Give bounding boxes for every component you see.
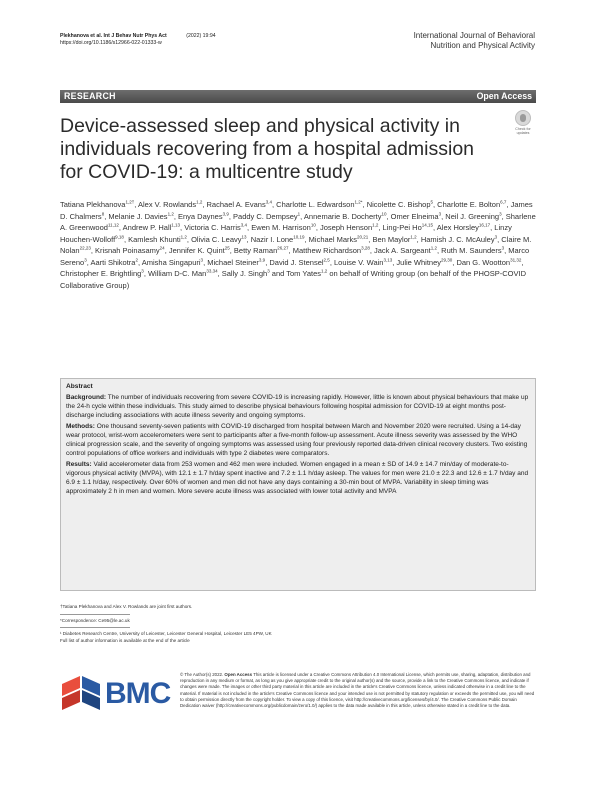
bmc-logo [60, 674, 170, 714]
running-header [60, 33, 216, 48]
journal-name-line-1: International Journal of Behavioral [413, 31, 535, 40]
methods-label: Methods: [66, 423, 95, 430]
background-text: The number of individuals recovering from severe COVID-19 is increasing rapidly. However, little is known about physical behaviours that make up the 24-h cycle within these individuals. This study aimed to describe physical behaviours following hospital admission for COVID-19 at eight months post-discharge including associations with acute illness severity and ongoing symptoms. [66, 394, 529, 419]
license-open-access-label: Open Access [223, 672, 253, 677]
article-title: Device-assessed sleep and physical activity in individuals recovering from a hospital admission for COVID-19: a multicentre study [60, 115, 475, 183]
crossmark-line-2: updates [516, 131, 530, 135]
abstract-background [66, 393, 530, 420]
citation-year: (2022) 19:94 [186, 33, 216, 39]
journal-name-line-2: Nutrition and Physical Activity [430, 41, 535, 50]
footnote-divider [60, 627, 130, 628]
doi-link[interactable]: https://doi.org/10.1186/s12966-022-01333-w [60, 40, 162, 47]
open-access-label: Open Access [476, 91, 532, 101]
abstract-box [60, 378, 536, 591]
affiliation-note: ¹ Diabetes Research Centre, University of Leicester, Leicester General Hospital, Leicester LE5 4PW, UK [60, 631, 272, 637]
license-text: This article is licensed under a Creative Commons Attribution 4.0 International License, which permits use, sharing, adaptation, distribution and reproduction in any medium or format, as long as you give appropriate credit to the original author(s) and the source, provide a link to the Creative Commons licence, and indicate if changes were made. The images or other third party material in this article are included in the article's Creative Commons licence, unless indicated otherwise in a credit line to the material. If material is not included in the article's Creative Commons licence and your intended use is not permitted by statutory regulation or exceeds the permitted use, you will need to obtain permission directly from the copyright holder. To view a copy of this licence, visit http://creativecommons.org/licenses/by/4.0/. The Creative Commons Public Domain Dedication waiver (http://creativecommons.org/publicdomain/zero/1.0/) applies to the data made available in this article, unless otherwise stated in a credit line to the data. [180, 672, 535, 709]
journal-name [414, 31, 535, 51]
footnotes [60, 604, 310, 644]
bmc-logo-text: BMC [105, 677, 171, 710]
methods-text: One thousand seventy-seven patients with COVID-19 discharged from hospital between March and November 2020 were recruited. Using a 14-day wear protocol, wrist-worn accelerometers were sent to participants after a five-month follow-up assessment. Acute illness severity was assessed by the WHO clinical progression scale, and the severity of ongoing symptoms was assessed using four previously reported data-driven clinical recovery clusters. Two existing control populations of office workers and individuals with type 2 diabetes were comparators. [66, 423, 528, 457]
full-list-note: Full list of author information is available at the end of the article [60, 637, 190, 643]
abstract-methods [66, 422, 530, 458]
abstract-results [66, 460, 530, 496]
bmc-logo-icon [60, 674, 104, 714]
results-text: Valid accelerometer data from 253 women and 462 men were included. Women engaged in a mean ± SD of 14.9 ± 14.7 min/day of moderate-to-vigorous physical activity (MVPA), with 12.1 ± 1.7 h/day spent inactive and 7.2 ± 1.1 h/day asleep. The values for men were 21.0 ± 22.3 and 12.6 ± 1.7 h/day and 6.9 ± 1.1 h/day, respectively. Over 60% of women and men did not have any days containing a 30-min bout of MVPA. Variability in sleep timing was approximately 2 h in men and women. More severe acute illness was associated with lower total activity and MVPA [66, 461, 529, 495]
citation: Plekhanova et al. Int J Behav Nutr Phys Act [60, 33, 167, 39]
copyright-text: © The Author(s) 2022. [180, 672, 224, 677]
section-label: RESEARCH [64, 91, 116, 101]
correspondence-note[interactable]: *Correspondence: Ce95@le.ac.uk [60, 617, 130, 623]
joint-first-note: †Tatiana Plekhanova and Alex V. Rowlands are joint first authors. [60, 604, 193, 609]
crossmark-icon [515, 110, 531, 126]
section-band [60, 90, 536, 103]
license-statement [180, 672, 536, 709]
abstract-heading: Abstract [66, 383, 93, 390]
results-label: Results: [66, 461, 92, 468]
crossmark-line-1: Check for [515, 127, 531, 131]
background-label: Background: [66, 394, 107, 401]
check-for-updates-badge[interactable] [510, 110, 536, 138]
author-list: Tatiana Plekhanova$^{1,2\dagger}$, Alex V. Rowlands$^{1,2}$, Rachael A. Evans$^{3,4}$, Charlotte L. Edwardson$^{1,2*}$, Nicolette C. Bishop$^5$, Charlotte E. Bolton$^{6,7}$, James D. Chalmers$^8$, Melanie J. Davies$^{1,2}$, Enya Daynes$^{3,9}$, Paddy C. Dempsey$^1$, Annemarie B. Docherty$^{10}$, Omer Elneima$^3$, Neil J. Greening$^3$, Sharlene A. Greenwood$^{11,12}$, Andrew P. Hall$^{1,13}$, Victoria C. Harris$^{3,4}$, Ewen M. Harrison$^{10}$, Joseph Henson$^{1,2}$, Ling-Pei Ho$^{14,15}$, Alex Horsley$^{16,17}$, Linzy Houchen-Wolloff$^{9,18}$, Kamlesh Khunti$^{1,2}$, Olivia C. Leavy$^{13}$, Nazir I. Lone$^{10,19}$, Michael Marks$^{20,21}$, Ben Maylor$^{1,2}$, Hamish J. C. McAuley$^3$, Claire M. Nolan$^{22,23}$, Krisnah Poinasamy$^{24}$, Jennifer K. Quint$^{25}$, Betty Raman$^{26,27}$, Matthew Richardson$^{3,28}$, Jack A. Sargeant$^{1,2}$, Ruth M. Saunders$^3$, Marco Sereno$^3$, Aarti Shikotra$^2$, Amisha Singapuri$^3$, Michael Steiner$^{3,9}$, David J. Stensel$^{2,5}$, Louise V. Wain$^{3,13}$, Julie Whitney$^{29,30}$, Dan G. Wootton$^{31,32}$, Christopher E. Brightling$^3$, William D-C. Man$^{33,34}$, Sally J. Singh$^3$ and Tom Yates$^{1,2}$ on behalf of Writing group (on behalf of the PHOSP-COVID Collaborative Group) [60, 199, 536, 290]
footnote-divider [60, 614, 130, 615]
